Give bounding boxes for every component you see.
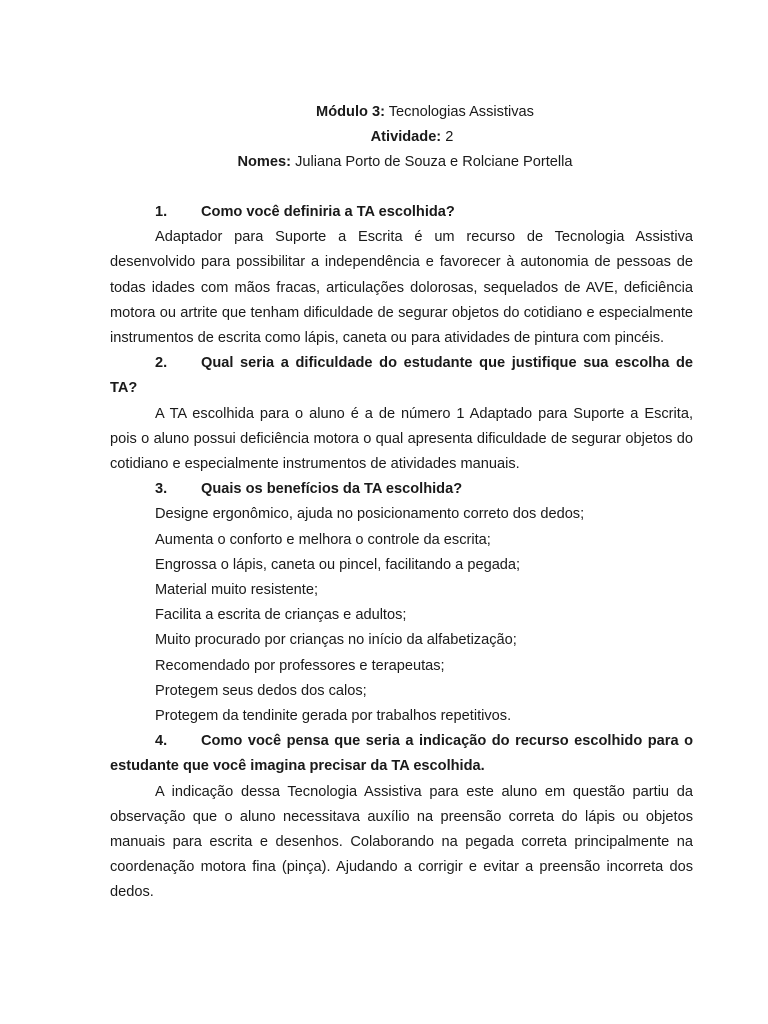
question-number: 1. (155, 204, 168, 220)
answer-1: Adaptador para Suporte a Escrita é um recurso de Tecnologia Assistiva desenvolvido para possibilitar a independência e favorecer à autonomia de pessoas de todas idades com mãos fracas, articulações dolorosas, sequelados de AVE, deficiência motora ou artrite que tenham dificuldade de segurar objetos do cotidiano e especialmente instrumentos de escrita como lápis, caneta ou para atividades de pintura com pincéis. (110, 229, 693, 347)
question-3 (110, 477, 693, 502)
benefit-item: Recomendado por professores e terapeutas; (155, 657, 445, 674)
modulo-label: Módulo 3: (316, 104, 385, 120)
benefit-item: Facilita a escrita de crianças e adultos; (155, 607, 407, 624)
question-text: Como você pensa que seria a indicação do recurso escolhido para o estudante que você imagina precisar da TA escolhida. (110, 733, 693, 775)
nomes-label: Nomes: (237, 154, 291, 170)
modulo-value: Tecnologias Assistivas (388, 104, 534, 120)
benefit-item: Engrossa o lápis, caneta ou pincel, facilitando a pegada; (155, 556, 521, 573)
modulo-line (0, 100, 768, 125)
question-2 (110, 351, 693, 401)
question-text: Quais os benefícios da TA escolhida? (201, 481, 463, 498)
nomes-value: Juliana Porto de Souza e Rolciane Portella (295, 154, 573, 170)
benefit-item: Protegem da tendinite gerada por trabalhos repetitivos. (155, 708, 512, 725)
nomes-line (0, 150, 768, 175)
atividade-line (0, 125, 768, 150)
answer-4: A indicação dessa Tecnologia Assistiva para este aluno em questão partiu da observação que o aluno necessitava auxílio na preensão correta do lápis ou objetos manuais para escrita e desenhos. Colaborando na pegada correta principalmente na coordenação motora fina (pinça). Ajudando a corrigir e evitar a preensão incorreta dos dedos. (110, 783, 693, 901)
document-header (0, 100, 768, 175)
document-body (110, 200, 693, 906)
atividade-value: 2 (445, 129, 454, 145)
question-text: Qual seria a dificuldade do estudante que justifique sua escolha de TA? (110, 355, 693, 397)
question-number: 3. (155, 481, 168, 498)
benefit-item: Designe ergonômico, ajuda no posicionamento correto dos dedos; (155, 506, 585, 523)
atividade-label: Atividade: (370, 129, 442, 145)
benefit-item: Aumenta o conforto e melhora o controle da escrita; (155, 531, 491, 548)
question-4 (110, 729, 693, 779)
answer-2: A TA escolhida para o aluno é a de número 1 Adaptado para Suporte a Escrita, pois o aluno possui deficiência motora o qual apresenta dificuldade de segurar objetos do cotidiano e especialmente instrumentos de atividades manuais. (110, 405, 693, 473)
benefit-item: Material muito resistente; (155, 582, 319, 599)
question-1 (110, 200, 693, 225)
question-number: 2. (155, 355, 168, 372)
question-text: Como você definiria a TA escolhida? (201, 204, 455, 220)
benefit-item: Protegem seus dedos dos calos; (155, 682, 367, 699)
benefit-item: Muito procurado por crianças no início da alfabetização; (155, 632, 517, 649)
question-number: 4. (155, 733, 168, 750)
